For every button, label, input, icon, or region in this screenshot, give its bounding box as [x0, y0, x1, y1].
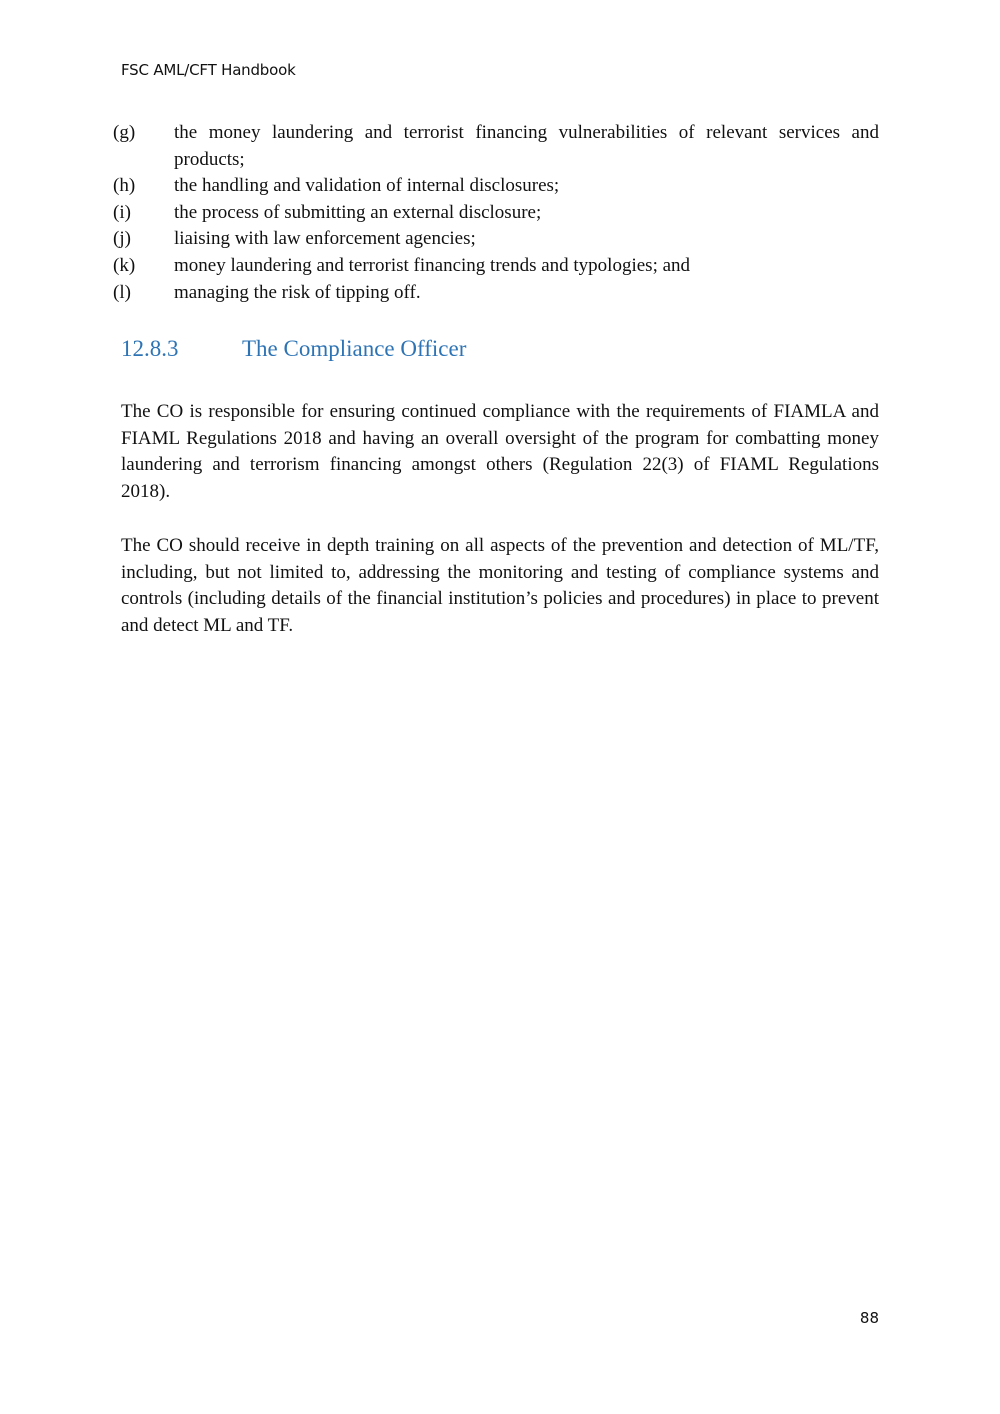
list-item — [113, 200, 879, 227]
list-item — [113, 226, 879, 253]
list-marker: (j) — [113, 228, 131, 250]
list-item-text: managing the risk of tipping off. — [174, 281, 421, 303]
section-heading — [121, 336, 466, 362]
list-item-text: liaising with law enforcement agencies; — [174, 228, 476, 250]
section-title: The Compliance Officer — [242, 336, 467, 361]
list-item — [113, 120, 879, 173]
list-marker: (h) — [113, 175, 136, 197]
list-item — [113, 280, 879, 307]
list-marker: (i) — [113, 201, 131, 223]
list-item — [113, 253, 879, 280]
running-header: FSC AML/CFT Handbook — [121, 61, 296, 79]
list-item-text: the handling and validation of internal disclosures; — [174, 175, 560, 197]
body-paragraph: The CO is responsible for ensuring continued compliance with the requirements of FIAMLA and FIAML Regulations 2018 and having an overall oversight of the program for combatting money laundering and terrorism financing amongst others (Regulation 22(3) of FIAML Regulations 2018). — [121, 401, 879, 502]
list-marker: (l) — [113, 281, 131, 303]
body-paragraph: The CO should receive in depth training on all aspects of the prevention and detection of ML/TF, including, but not limited to, addressing the monitoring and testing of compliance systems and controls (including details of the financial institution’s policies and procedures) in place to prevent and detect ML and TF. — [121, 535, 879, 636]
page-number: 88 — [859, 1309, 879, 1327]
section-number: 12.8.3 — [121, 336, 179, 361]
list-marker: (g) — [113, 122, 136, 143]
list-marker: (k) — [113, 254, 136, 276]
training-topics-list — [113, 120, 879, 306]
list-item-text: the money laundering and terrorist financing vulnerabilities of relevant services and products; — [174, 122, 879, 170]
list-item — [113, 173, 879, 200]
list-item-text: money laundering and terrorist financing trends and typologies; and — [174, 254, 691, 276]
list-item-text: the process of submitting an external disclosure; — [174, 201, 542, 223]
